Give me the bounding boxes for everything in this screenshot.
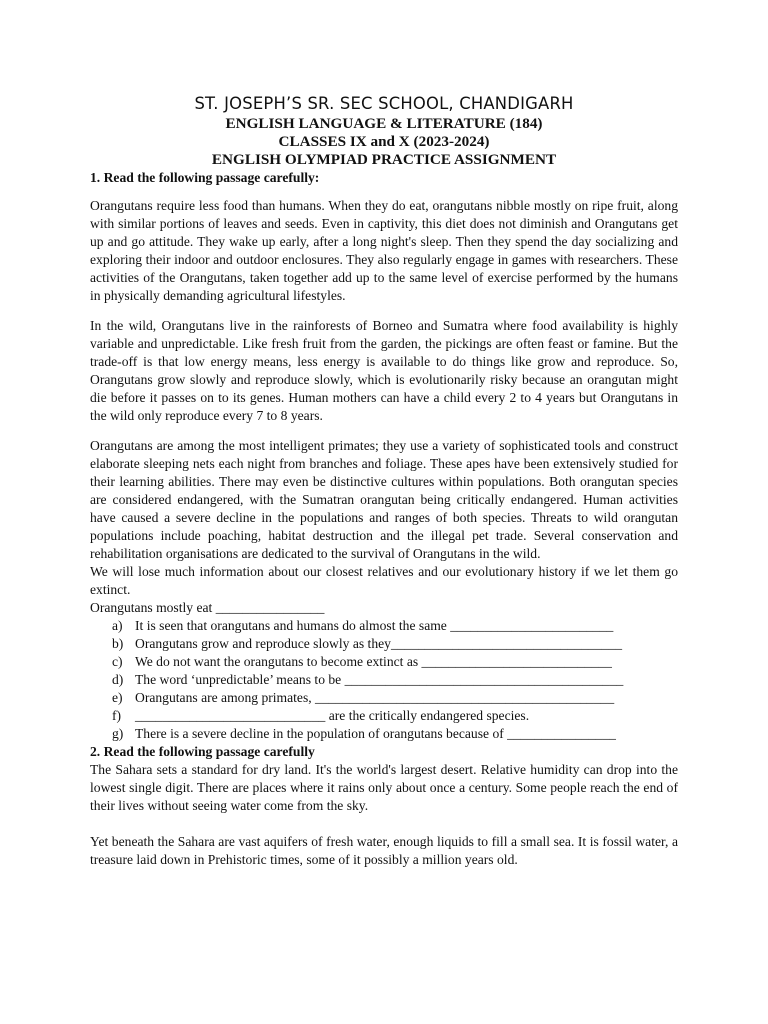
question-item bbox=[90, 617, 678, 635]
section1-heading: 1. Read the following passage carefully: bbox=[90, 170, 320, 185]
question-intro: Orangutans mostly eat ________________ bbox=[90, 600, 325, 615]
question-text: Orangutans grow and reproduce slowly as they__________________________________ bbox=[135, 636, 623, 651]
subject-title: ENGLISH LANGUAGE & LITERATURE (184) bbox=[225, 115, 543, 132]
passage1-paragraph-1: Orangutans require less food than humans. When they do eat, orangutans nibble mostly on ripe fruit, along with similar portions of leaves and seeds. Even in captivity, this diet does not diminish and Orangutans get up and go attitude. They wake up early, after a long night's sleep. Then they spend the day socializing and exploring their indoor and outdoor enclosures. They also regularly engage in games with researchers. These activities of the Orangutans, taken together add up to the same level of exercise performed by the humans in physically demanding agricultural lifestyles. bbox=[90, 198, 678, 303]
question-item bbox=[90, 689, 678, 707]
document-page bbox=[90, 93, 678, 869]
question-marker: e) bbox=[112, 690, 123, 705]
passage1-paragraph-2: In the wild, Orangutans live in the rainforests of Borneo and Sumatra where food availability is highly variable and unpredictable. Like fresh fruit from the garden, the pickings are often feast or famine. But the trade-off is that low energy means, less energy is available to do things like grow and reproduce. So, Orangutans grow slowly and reproduce slowly, which is evolutionarily risky because an orangutan might die before it passes on to its genes. Human mothers can have a child every 2 to 4 years but Orangutans in the wild only reproduce every 7 to 8 years. bbox=[90, 318, 678, 423]
question-text: There is a severe decline in the population of orangutans because of ________________ bbox=[135, 726, 616, 741]
assignment-title: ENGLISH OLYMPIAD PRACTICE ASSIGNMENT bbox=[211, 151, 557, 168]
question-item bbox=[90, 671, 678, 689]
question-marker: d) bbox=[112, 672, 124, 687]
question-list bbox=[90, 617, 678, 743]
question-text: We do not want the orangutans to become extinct as ____________________________ bbox=[135, 654, 612, 669]
question-marker: f) bbox=[112, 708, 122, 723]
passage2-paragraph-1: The Sahara sets a standard for dry land. It's the world's largest desert. Relative humidity can drop into the lowest single digit. There are places where it rains only about once a century. Some people reach the end of their lives without seeing water come from the sky. bbox=[90, 762, 678, 813]
question-marker: a) bbox=[112, 618, 123, 633]
question-marker: c) bbox=[112, 654, 123, 669]
question-item bbox=[90, 707, 678, 725]
section2-heading: 2. Read the following passage carefully bbox=[90, 744, 315, 759]
question-marker: b) bbox=[112, 636, 124, 651]
passage2-paragraph-2: Yet beneath the Sahara are vast aquifers of fresh water, enough liquids to fill a small sea. It is fossil water, a treasure laid down in Prehistoric times, some of it possibly a million years old. bbox=[90, 834, 678, 867]
question-text: It is seen that orangutans and humans do almost the same ________________________ bbox=[135, 618, 614, 633]
question-item bbox=[90, 635, 678, 653]
question-marker: g) bbox=[112, 726, 124, 741]
question-text: Orangutans are among primates, ____________________________________________ bbox=[135, 690, 615, 705]
question-item bbox=[90, 725, 678, 743]
question-text: ____________________________ are the critically endangered species. bbox=[135, 708, 530, 723]
question-item bbox=[90, 653, 678, 671]
classes-title: CLASSES IX and X (2023-2024) bbox=[278, 133, 490, 150]
school-name: ST. JOSEPH’S SR. SEC SCHOOL, CHANDIGARH bbox=[194, 94, 574, 113]
passage1-paragraph-4: We will lose much information about our closest relatives and our evolutionary history if we let them go extinct. bbox=[90, 564, 678, 597]
passage1-paragraph-3: Orangutans are among the most intelligent primates; they use a variety of sophisticated tools and construct elaborate sleeping nets each night from branches and foliage. These apes have been extensively studied for their learning abilities. There may even be distinctive cultures within populations. Both orangutan species are considered endangered, with the Sumatran orangutan being critically endangered. Human activities have caused a severe decline in the populations and ranges of both species. Threats to wild orangutan populations include poaching, habitat destruction and the illegal pet trade. Several conservation and rehabilitation organisations are dedicated to the survival of Orangutans in the wild. bbox=[90, 438, 678, 561]
question-text: The word ‘unpredictable’ means to be _________________________________________ bbox=[135, 672, 624, 687]
